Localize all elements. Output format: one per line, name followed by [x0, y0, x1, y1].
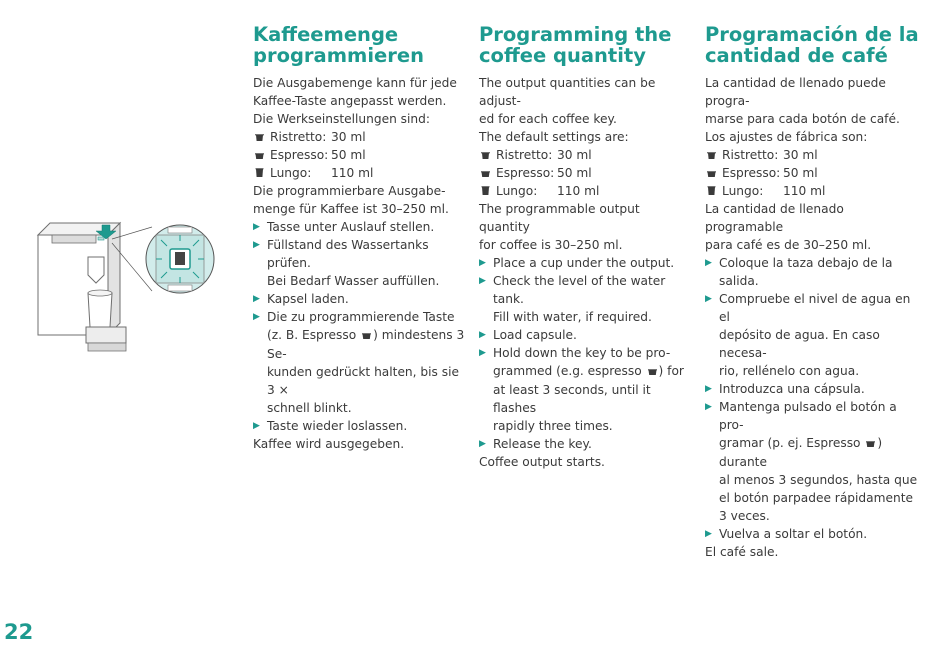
range-line: The programmable output quantity: [479, 202, 640, 234]
espresso-cup-icon: [866, 435, 875, 453]
step-line-with-icon: [719, 434, 920, 471]
step-line: Kapsel laden.: [267, 292, 349, 306]
step-line: Vuelva a soltar el botón.: [719, 527, 868, 541]
setting-name: Ristretto:: [722, 148, 779, 162]
triangle-bullet-icon: ▶: [705, 402, 712, 412]
ristretto-cup-icon: [707, 150, 717, 160]
triangle-bullet-icon: ▶: [253, 222, 260, 232]
step-item: [479, 344, 694, 435]
step-line: Füllstand des Wassertanks prüfen.: [267, 238, 429, 270]
step-item: [479, 254, 694, 272]
column-german: [253, 24, 468, 453]
setting-name: Lungo:: [496, 184, 538, 198]
step-item: [253, 308, 468, 417]
setting-row: [479, 164, 694, 182]
range-line: Die programmierbare Ausgabe-: [253, 184, 446, 198]
setting-row: [705, 146, 920, 164]
setting-value: 30 ml: [331, 130, 366, 144]
steps-list: [253, 218, 468, 435]
step-line: Place a cup under the output.: [493, 256, 675, 270]
triangle-bullet-icon: ▶: [253, 240, 260, 250]
setting-value: 110 ml: [331, 166, 374, 180]
step-line: el botón parpadee rápidamente: [719, 491, 913, 505]
lungo-cup-icon: [481, 186, 491, 196]
step-line: al menos 3 segundos, hasta que: [719, 473, 918, 487]
closing-text: Coffee output starts.: [479, 455, 605, 469]
setting-value: 30 ml: [783, 148, 818, 162]
espresso-cup-icon: [362, 327, 371, 345]
step-line-with-icon: [493, 362, 694, 381]
step-item: [253, 236, 468, 290]
step-line: Fill with water, if required.: [493, 310, 652, 324]
step-line: Compruebe el nivel de agua en el: [719, 292, 911, 324]
step-line: Bei Bedarf Wasser auffüllen.: [267, 274, 440, 288]
step-text-pre: (z. B. Espresso: [267, 328, 357, 342]
triangle-bullet-icon: ▶: [253, 294, 260, 304]
step-item: [253, 218, 468, 236]
triangle-bullet-icon: ▶: [705, 529, 712, 539]
intro-line: Kaffee-Taste angepasst werden.: [253, 94, 447, 108]
defaults-label: Die Werkseinstellungen sind:: [253, 112, 430, 126]
step-line: Die zu programmierende Taste: [267, 310, 455, 324]
range-text: [479, 200, 694, 254]
heading-line: programmieren: [253, 44, 424, 67]
setting-name: Ristretto:: [270, 130, 327, 144]
step-line: Tasse unter Auslauf stellen.: [267, 220, 435, 234]
ristretto-cup-icon: [255, 132, 265, 142]
intro-text: [705, 74, 920, 128]
step-line: rio, rellénelo con agua.: [719, 364, 860, 378]
setting-value: 50 ml: [783, 166, 818, 180]
espresso-cup-icon: [481, 168, 491, 178]
triangle-bullet-icon: ▶: [479, 330, 486, 340]
step-item: [479, 326, 694, 344]
step-line: Release the key.: [493, 437, 592, 451]
setting-row: [253, 146, 468, 164]
intro-text: [479, 74, 694, 128]
range-text: [253, 182, 468, 218]
step-item: [479, 272, 694, 326]
triangle-bullet-icon: ▶: [705, 294, 712, 304]
setting-name: Espresso:: [270, 148, 329, 162]
setting-row: [479, 182, 694, 200]
section-heading: [479, 24, 694, 66]
intro-line: marse para cada botón de café.: [705, 112, 900, 126]
ristretto-cup-icon: [481, 150, 491, 160]
setting-name: Lungo:: [270, 166, 312, 180]
step-line: kunden gedrückt halten, bis sie 3 ×: [267, 365, 459, 397]
triangle-bullet-icon: ▶: [479, 258, 486, 268]
defaults-label: The default settings are:: [479, 130, 629, 144]
setting-row: [705, 182, 920, 200]
step-line: depósito de agua. En caso necesa-: [719, 328, 880, 360]
intro-line: ed for each coffee key.: [479, 112, 617, 126]
intro-text: [253, 74, 468, 110]
step-line: Hold down the key to be pro-: [493, 346, 671, 360]
steps-list: [479, 254, 694, 453]
step-text-post: ) durante: [719, 436, 883, 469]
step-item: [705, 398, 920, 525]
step-text-post: ) mindestens 3 Se-: [267, 328, 465, 361]
closing-text: Kaffee wird ausgegeben.: [253, 437, 405, 451]
heading-line: Programación de la: [705, 23, 919, 46]
column-spanish: [705, 24, 920, 561]
setting-name: Ristretto:: [496, 148, 553, 162]
heading-line: Kaffeemenge: [253, 23, 399, 46]
setting-name: Lungo:: [722, 184, 764, 198]
heading-line: coffee quantity: [479, 44, 646, 67]
triangle-bullet-icon: ▶: [705, 258, 712, 268]
range-text: [705, 200, 920, 254]
setting-name: Espresso:: [722, 166, 781, 180]
step-line: Coloque la taza debajo de la salida.: [719, 256, 893, 288]
triangle-bullet-icon: ▶: [479, 276, 486, 286]
triangle-bullet-icon: ▶: [253, 421, 260, 431]
step-line: Taste wieder loslassen.: [267, 419, 408, 433]
range-line: menge für Kaffee ist 30–250 ml.: [253, 202, 449, 216]
heading-line: cantidad de café: [705, 44, 888, 67]
page-number: 22: [4, 620, 34, 644]
triangle-bullet-icon: ▶: [253, 312, 260, 322]
section-heading: [253, 24, 468, 66]
setting-row: [253, 164, 468, 182]
step-line: 3 veces.: [719, 509, 770, 523]
intro-line: The output quantities can be adjust-: [479, 76, 656, 108]
lungo-cup-icon: [707, 186, 717, 196]
espresso-cup-icon: [707, 168, 717, 178]
closing-text: El café sale.: [705, 545, 779, 559]
range-line: for coffee is 30–250 ml.: [479, 238, 623, 252]
setting-row: [479, 146, 694, 164]
steps-list: [705, 254, 920, 543]
setting-value: 50 ml: [557, 166, 592, 180]
step-line: Check the level of the water tank.: [493, 274, 666, 306]
defaults-label: Los ajustes de fábrica son:: [705, 130, 868, 144]
setting-value: 30 ml: [557, 148, 592, 162]
setting-value: 110 ml: [783, 184, 826, 198]
step-item: [705, 254, 920, 290]
column-english: [479, 24, 694, 471]
intro-line: La cantidad de llenado puede progra-: [705, 76, 886, 108]
step-item: [705, 525, 920, 543]
setting-row: [705, 164, 920, 182]
triangle-bullet-icon: ▶: [479, 439, 486, 449]
step-item: [705, 290, 920, 380]
step-line: at least 3 seconds, until it flashes: [493, 383, 651, 415]
triangle-bullet-icon: ▶: [479, 348, 486, 358]
step-item: [253, 417, 468, 435]
step-text-pre: gramar (p. ej. Espresso: [719, 436, 861, 450]
setting-value: 50 ml: [331, 148, 366, 162]
step-item: [479, 435, 694, 453]
step-line: Introduzca una cápsula.: [719, 382, 865, 396]
espresso-cup-icon: [255, 150, 265, 160]
step-line: schnell blinkt.: [267, 401, 352, 415]
step-line-with-icon: [267, 326, 468, 363]
intro-line: Die Ausgabemenge kann für jede: [253, 76, 457, 90]
heading-line: Programming the: [479, 23, 672, 46]
range-line: La cantidad de llenado programable: [705, 202, 844, 234]
section-heading: [705, 24, 920, 66]
step-line: rapidly three times.: [493, 419, 613, 433]
lungo-cup-icon: [255, 168, 265, 178]
espresso-cup-icon: [648, 363, 657, 381]
step-text-pre: grammed (e.g. espresso: [493, 364, 642, 378]
step-item: [253, 290, 468, 308]
step-text-post: ) for: [658, 364, 684, 378]
setting-row: [253, 128, 468, 146]
setting-value: 110 ml: [557, 184, 600, 198]
range-line: para café es de 30–250 ml.: [705, 238, 872, 252]
setting-name: Espresso:: [496, 166, 555, 180]
coffee-machine-illustration: [30, 205, 230, 375]
step-line: Mantenga pulsado el botón a pro-: [719, 400, 897, 432]
step-line: Load capsule.: [493, 328, 577, 342]
triangle-bullet-icon: ▶: [705, 384, 712, 394]
step-item: [705, 380, 920, 398]
